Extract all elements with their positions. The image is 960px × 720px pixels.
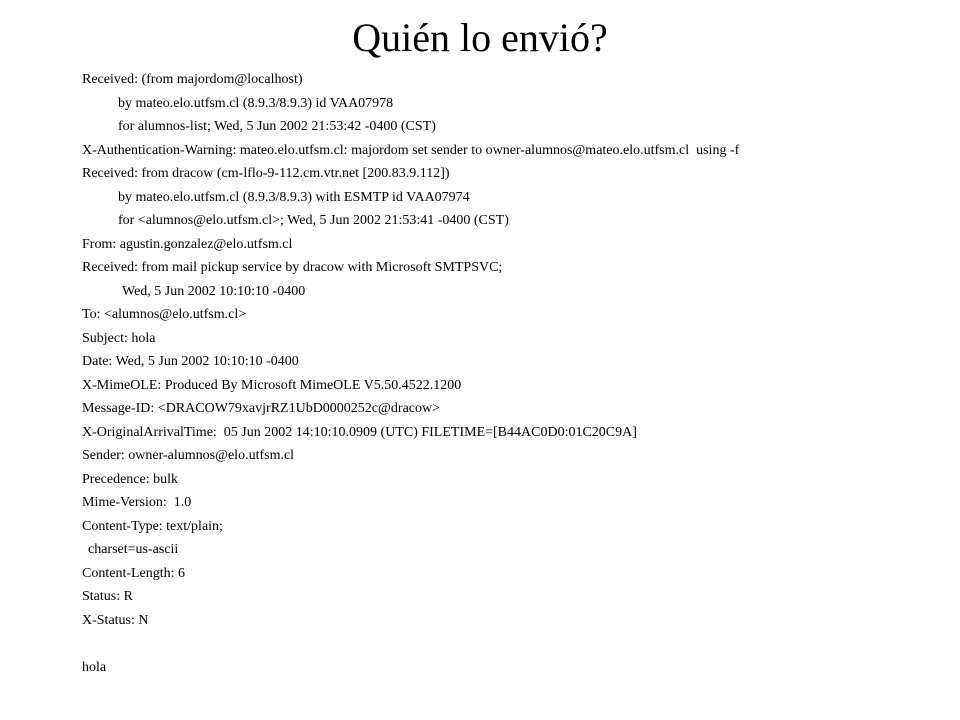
header-line: Message-ID: <DRACOW79xavjrRZ1UbD0000252c@dracow>	[82, 401, 441, 416]
header-line: Precedence: bulk	[82, 471, 179, 487]
header-line: charset=us-ascii	[88, 542, 179, 557]
header-line: by mateo.elo.utfsm.cl (8.9.3/8.9.3) with ESMTP id VAA07974	[118, 189, 470, 205]
header-line: Subject: hola	[82, 330, 156, 346]
header-line: Received: (from majordom@localhost)	[82, 72, 303, 87]
header-line: for alumnos-list; Wed, 5 Jun 2002 21:53:42 -0400 (CST)	[118, 119, 436, 134]
header-line: Content-Length: 6	[82, 565, 186, 581]
header-line: X-Status: N	[82, 612, 149, 628]
header-line: X-Authentication-Warning: mateo.elo.utfsm.cl: majordom set sender to owner-alumnos@mateo.elo.utfsm.cl using -f	[82, 142, 740, 158]
header-line: by mateo.elo.utfsm.cl (8.9.3/8.9.3) id VAA07978	[118, 95, 394, 111]
email-headers	[82, 68, 952, 679]
header-line: Content-Type: text/plain;	[82, 518, 223, 534]
header-line: From: agustin.gonzalez@elo.utfsm.cl	[82, 236, 293, 252]
header-line: X-OriginalArrivalTime: 05 Jun 2002 14:10:10.0909 (UTC) FILETIME=[B44AC0D0:01C20C9A]	[82, 424, 637, 440]
header-line: for <alumnos@elo.utfsm.cl>; Wed, 5 Jun 2002 21:53:41 -0400 (CST)	[118, 213, 509, 228]
header-line: Mime-Version: 1.0	[82, 495, 192, 510]
email-body: hola	[82, 659, 107, 675]
header-line: Status: R	[82, 589, 133, 604]
header-line: Sender: owner-alumnos@elo.utfsm.cl	[82, 448, 295, 463]
header-line: Received: from mail pickup service by dracow with Microsoft SMTPSVC;	[82, 260, 503, 275]
header-line: To: <alumnos@elo.utfsm.cl>	[82, 307, 247, 322]
header-line: X-MimeOLE: Produced By Microsoft MimeOLE V5.50.4522.1200	[82, 377, 462, 393]
header-line: Wed, 5 Jun 2002 10:10:10 -0400	[122, 283, 306, 299]
slide-title: Quién lo envió?	[352, 15, 608, 60]
header-line: Received: from dracow (cm-lflo-9-112.cm.vtr.net [200.83.9.112])	[82, 166, 450, 181]
header-body-separator	[82, 632, 952, 656]
header-line: Date: Wed, 5 Jun 2002 10:10:10 -0400	[82, 354, 299, 369]
